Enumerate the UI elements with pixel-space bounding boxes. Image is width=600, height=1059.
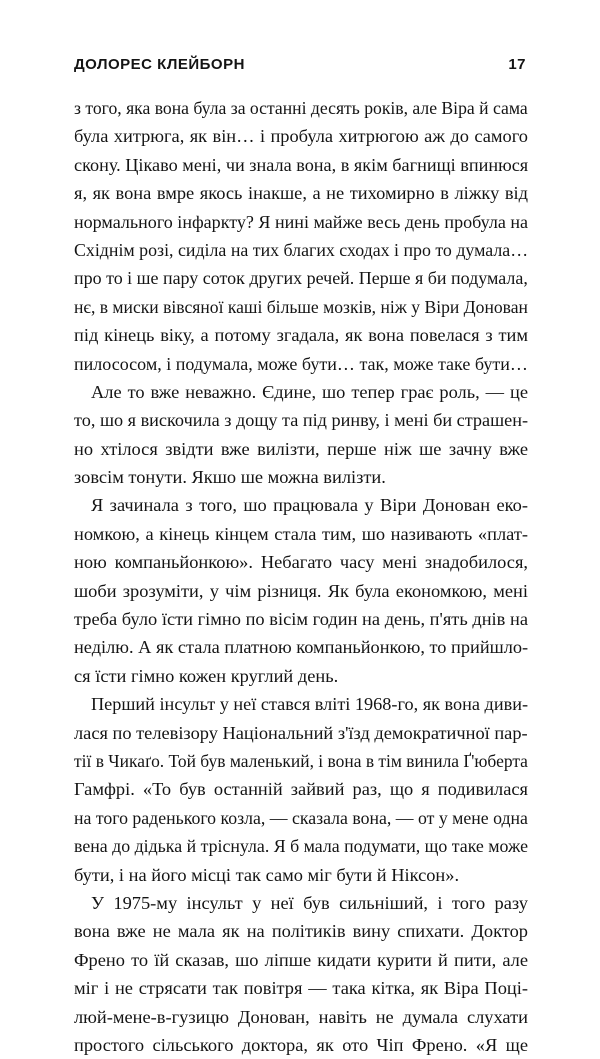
text-line: під кінець віку, а потому згадала, як вона повелася з тим <box>74 325 528 346</box>
text-line: шоби зрозуміти, у чім різниця. Як була економкою, мені <box>74 580 528 601</box>
text-line: я, як вона вмре якось інакше, а не тихомирно в ліжку від <box>74 183 528 204</box>
text-line: ною компаньйонкою». Небагато часу мені знадобилося, <box>74 552 528 573</box>
text-line: пилососом, і подумала, може бути… так, може таке бути… <box>74 353 528 374</box>
text-line: скону. Цікаво мені, чи знала вона, в якім багнищі впинюся <box>74 154 529 175</box>
text-line: лася по телевізору Національний з'їзд демократичної пар- <box>74 722 528 743</box>
page-number: 17 <box>508 56 526 73</box>
text-line: вона вже не мала як на політиків вину спихати. Доктор <box>74 921 528 942</box>
text-line: простого сільського доктора, як ото Чіп Френо. «Я ще <box>74 1034 528 1055</box>
text-line: нє, в миски вівсяної каші більше мозків, ніж у Віри Донован <box>74 296 528 317</box>
text-line: бути, і на його місці так само міг бути й Ніксон». <box>74 864 460 885</box>
text-line: номкою, а кінець кінцем стала тим, шо називають «плат- <box>74 523 528 544</box>
text-line: вена до дідька й тріснула. Я б мала подумати, що таке може <box>74 836 529 857</box>
text-line: люй-мене-в-гузицю Донован, навіть не думала слухати <box>74 1006 528 1027</box>
text-line: була хитрюга, як він… і пробула хитрюгою аж до самого <box>74 126 528 147</box>
text-line: Гамфрі. «То був останній зайвий раз, що я подивилася <box>74 779 528 800</box>
text-line: ся їсти гімно кожен круглий день. <box>74 665 339 686</box>
text-line: неділю. А як стала платною компаньйонкою, то прийшло- <box>74 637 529 658</box>
text-line: нормального інфаркту? Я нині майже весь день пробула на <box>74 211 529 232</box>
text-line: У 1975-му інсульт у неї був сильніший, і того разу <box>91 892 528 913</box>
text-line: Перший інсульт у неї стався вліті 1968-го, як вона диви- <box>91 694 529 715</box>
body-text <box>74 94 528 1059</box>
text-line: з того, яка вона була за останні десять років, але Віра й сама <box>74 98 528 118</box>
text-line: на того раденького козла, — сказала вона, — от у мене одна <box>74 807 528 828</box>
text-line: тії в Чикаґо. Той був маленький, і вона в тім винила Ґ'юберта <box>74 750 528 771</box>
running-header-author: ДОЛОРЕС КЛЕЙБОРН <box>74 56 245 73</box>
text-line: Східнім розі, сиділа на тих благих сходах і про то думала… <box>74 239 529 260</box>
text-line: но хтілося звідти вже вилізти, перше ніж ше зачну вже <box>74 438 528 459</box>
text-line: про то і ше пару соток других речей. Перше я би подумала, <box>74 268 528 289</box>
text-line: Але то вже неважно. Єдине, шо тепер грає роль, — це <box>91 381 528 402</box>
text-line: міг і не стрясати так повітря — така кітка, як Віра Поці- <box>74 978 528 999</box>
text-line: Френо то їй сказав, шо ліпше кидати курити й пити, але <box>74 949 528 970</box>
running-header <box>74 56 526 73</box>
text-line: то, шо я вискочила з дощу та під ринву, і мені би страшен- <box>74 410 529 431</box>
text-line: Я зачинала з того, шо працювала у Віри Донован еко- <box>91 495 528 516</box>
text-line: треба було їсти гімно по вісім годин на день, п'ять днів на <box>74 609 528 630</box>
text-line: зовсім тонути. Якшо ше можна вилізти. <box>74 467 386 488</box>
